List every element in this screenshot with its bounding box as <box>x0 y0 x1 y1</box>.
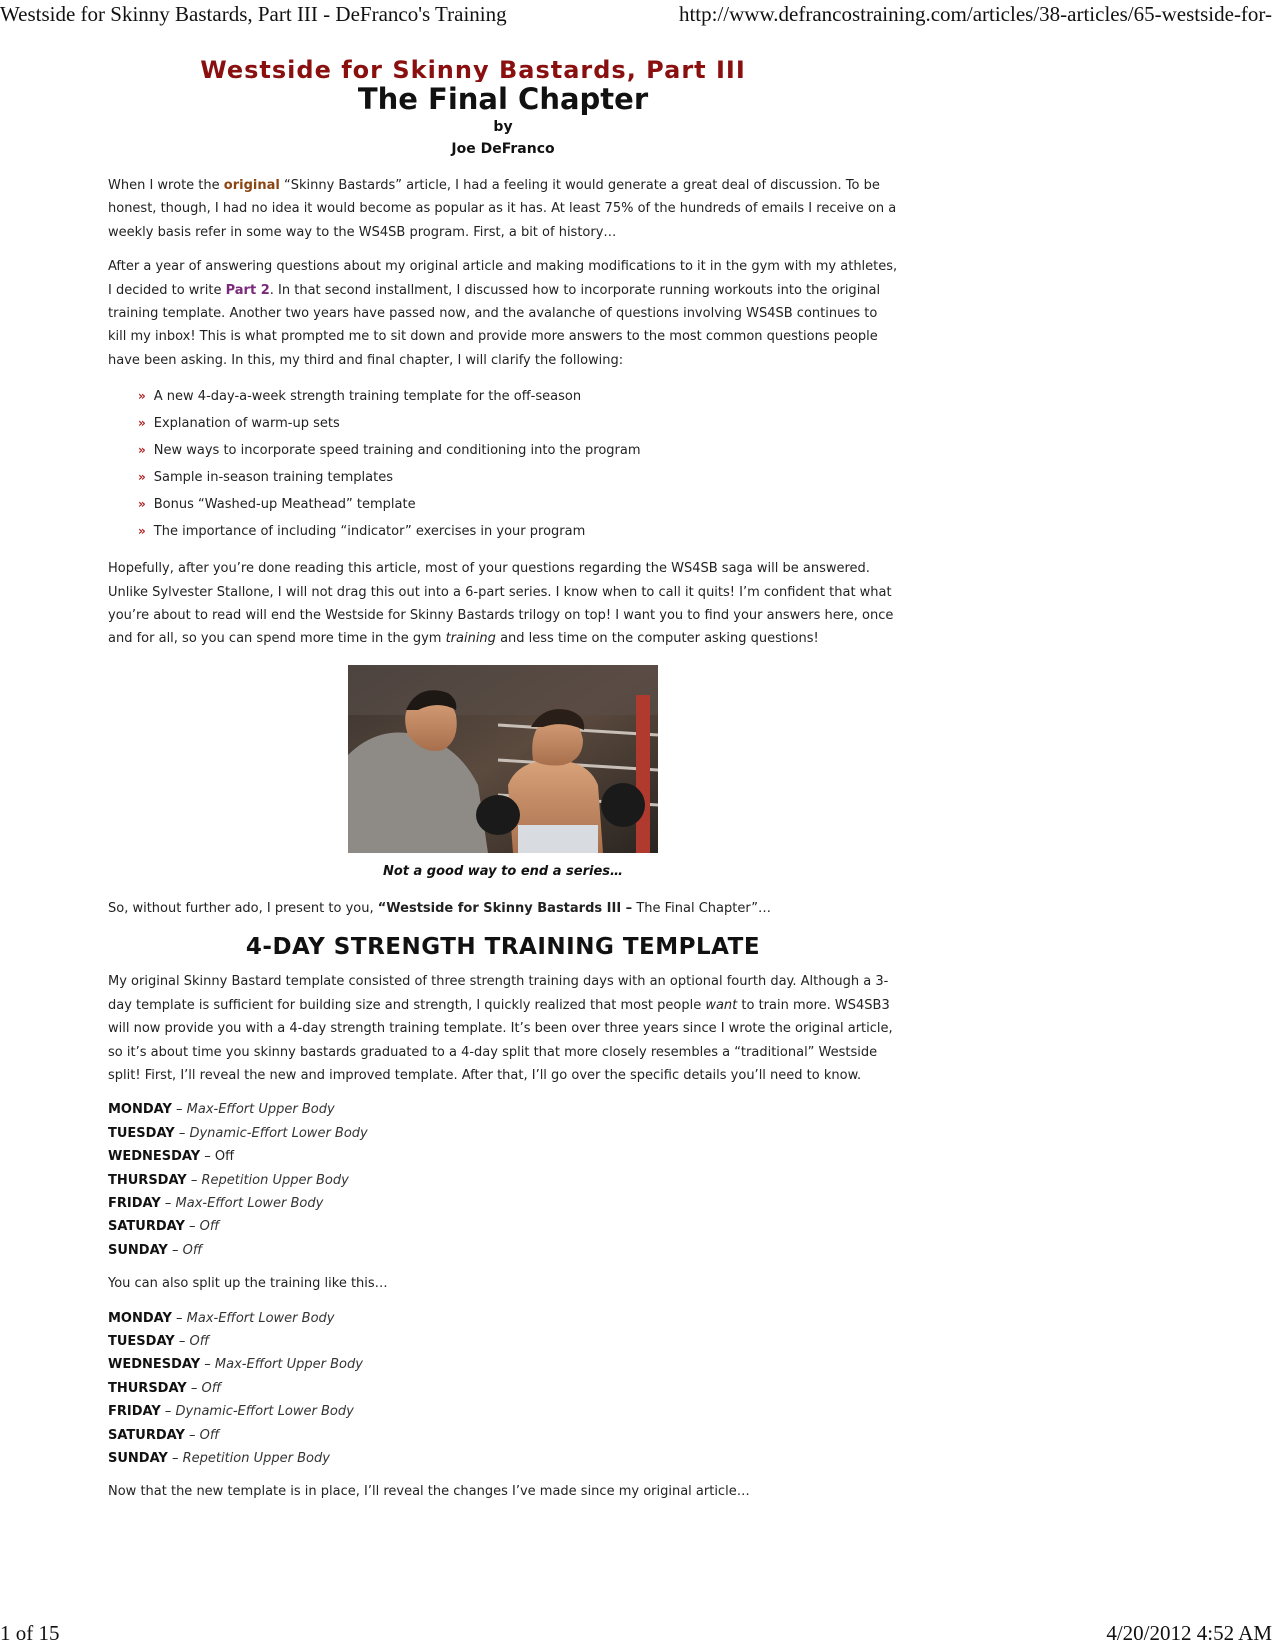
list-item: » New ways to incorporate speed training and conditioning into the program <box>138 443 641 459</box>
schedule-row: SATURDAY – Off <box>108 1219 220 1235</box>
original-article-link[interactable]: original <box>223 178 280 193</box>
emphasis-training: training <box>445 631 496 647</box>
double-chevron-right-icon: » <box>138 524 146 539</box>
schedule-row: TUESDAY – Dynamic-Effort Lower Body <box>108 1125 368 1141</box>
weekly-schedule-2 <box>108 1307 898 1471</box>
hope-paragraph: Hopefully, after you’re done reading this article, most of your questions regarding the WS4SB saga will be answered. Unlike Sylvester Stallone, I will not drag this out into a 6-part series. I know when to call it quits! I’m confident that what you’re about to read will end the Westside for Skinny Bastards trilogy on top! I want you to find your answers here, once and for all, so you can spend more time in the gym training and less time on the computer asking questions! <box>108 561 894 647</box>
photo-container <box>108 665 898 857</box>
emphasis-want: want <box>705 997 738 1013</box>
schedule-row: MONDAY – Max-Effort Upper Body <box>108 1102 335 1118</box>
double-chevron-right-icon: » <box>138 443 146 458</box>
double-chevron-right-icon: » <box>138 389 146 404</box>
print-header-title: Westside for Skinny Bastards, Part III - DeFranco's Training <box>0 2 507 26</box>
schedule-row: SUNDAY – Off <box>108 1242 203 1258</box>
schedule-row: WEDNESDAY – Max-Effort Upper Body <box>108 1357 363 1373</box>
double-chevron-right-icon: » <box>138 497 146 512</box>
list-item: » The importance of including “indicator” exercises in your program <box>138 524 586 540</box>
schedule-row: WEDNESDAY – Off <box>108 1149 235 1165</box>
double-chevron-right-icon: » <box>138 470 146 485</box>
schedule-row: MONDAY – Max-Effort Lower Body <box>108 1310 335 1326</box>
list-item: » Explanation of warm-up sets <box>138 416 340 432</box>
chapter-name: “Westside for Skinny Bastards III – <box>377 900 633 916</box>
schedule-row: SUNDAY – Repetition Upper Body <box>108 1451 330 1466</box>
schedule-row: FRIDAY – Dynamic-Effort Lower Body <box>108 1404 354 1420</box>
schedule-row: THURSDAY – Off <box>108 1380 222 1396</box>
boxing-ring-photo <box>348 665 658 853</box>
weekly-schedule-1 <box>108 1098 898 1262</box>
part-2-link[interactable]: Part 2 <box>225 282 270 298</box>
section-heading: 4-DAY STRENGTH TRAINING TEMPLATE <box>245 934 761 961</box>
article-title: The Final Chapter <box>357 82 649 116</box>
photo-caption: Not a good way to end a series… <box>382 863 624 879</box>
schedule-row: FRIDAY – Max-Effort Lower Body <box>108 1195 324 1211</box>
closing-paragraph: Now that the new template is in place, I’ll reveal the changes I’ve made since my original article… <box>108 1484 750 1500</box>
series-title: Westside for Skinny Bastards, Part III <box>200 56 746 82</box>
history-paragraph: After a year of answering questions about my original article and making modifications to it in the gym with my athletes, I decided to write Part 2. In that second installment, I discussed how to incorporate running workouts into the original training template. Another two years have passed now, and the avalanche of questions involving WS4SB continues to kill my inbox! This is what prompted me to sit down and provide more answers to the most common questions people have been asking. In this, my third and final chapter, I will clarify the following: <box>108 259 898 368</box>
topics-list <box>108 383 898 545</box>
article-content <box>108 50 898 1515</box>
schedule-row: SATURDAY – Off <box>108 1427 220 1443</box>
alternate-split-paragraph: You can also split up the training like this… <box>108 1276 388 1292</box>
schedule-row: TUESDAY – Off <box>108 1333 210 1349</box>
list-item: » Bonus “Washed-up Meathead” template <box>138 497 416 513</box>
list-item: » Sample in-season training templates <box>138 470 393 486</box>
print-footer-datetime: 4/20/2012 4:52 AM <box>1106 1621 1272 1645</box>
author-name: Joe DeFranco <box>451 141 555 157</box>
double-chevron-right-icon: » <box>138 416 146 431</box>
byline: by <box>493 119 513 135</box>
list-item: » A new 4-day-a-week strength training template for the off-season <box>138 389 582 405</box>
print-footer-page: 1 of 15 <box>0 1621 60 1645</box>
intro-to-chapter-paragraph: So, without further ado, I present to you, “Westside for Skinny Bastards III – The Final Chapter”… <box>108 900 771 916</box>
series-title-cropped <box>48 50 898 82</box>
intro-paragraph: When I wrote the original “Skinny Bastards” article, I had a feeling it would generate a great deal of discussion. To be honest, though, I had no idea it would become as popular as it has. At least 75% of the hundreds of emails I receive on a weekly basis refer in some way to the WS4SB program. First, a bit of history… <box>108 178 897 240</box>
schedule-row: THURSDAY – Repetition Upper Body <box>108 1172 349 1188</box>
print-header-url: http://www.defrancostraining.com/articles/38-articles/65-westside-for- <box>678 2 1272 26</box>
template-paragraph: My original Skinny Bastard template consisted of three strength training days with an optional fourth day. Although a 3-day template is sufficient for building size and strength, I quickly realized that most people want to train more. WS4SB3 will now provide you with a 4-day strength training template. It’s been over three years since I wrote the original article, so it’s about time you skinny bastards graduated to a 4-day split that more closely resembles a “traditional” Westside split! First, I’ll reveal the new and improved template. After that, I’ll go over the specific details you’ll need to know. <box>108 974 893 1083</box>
